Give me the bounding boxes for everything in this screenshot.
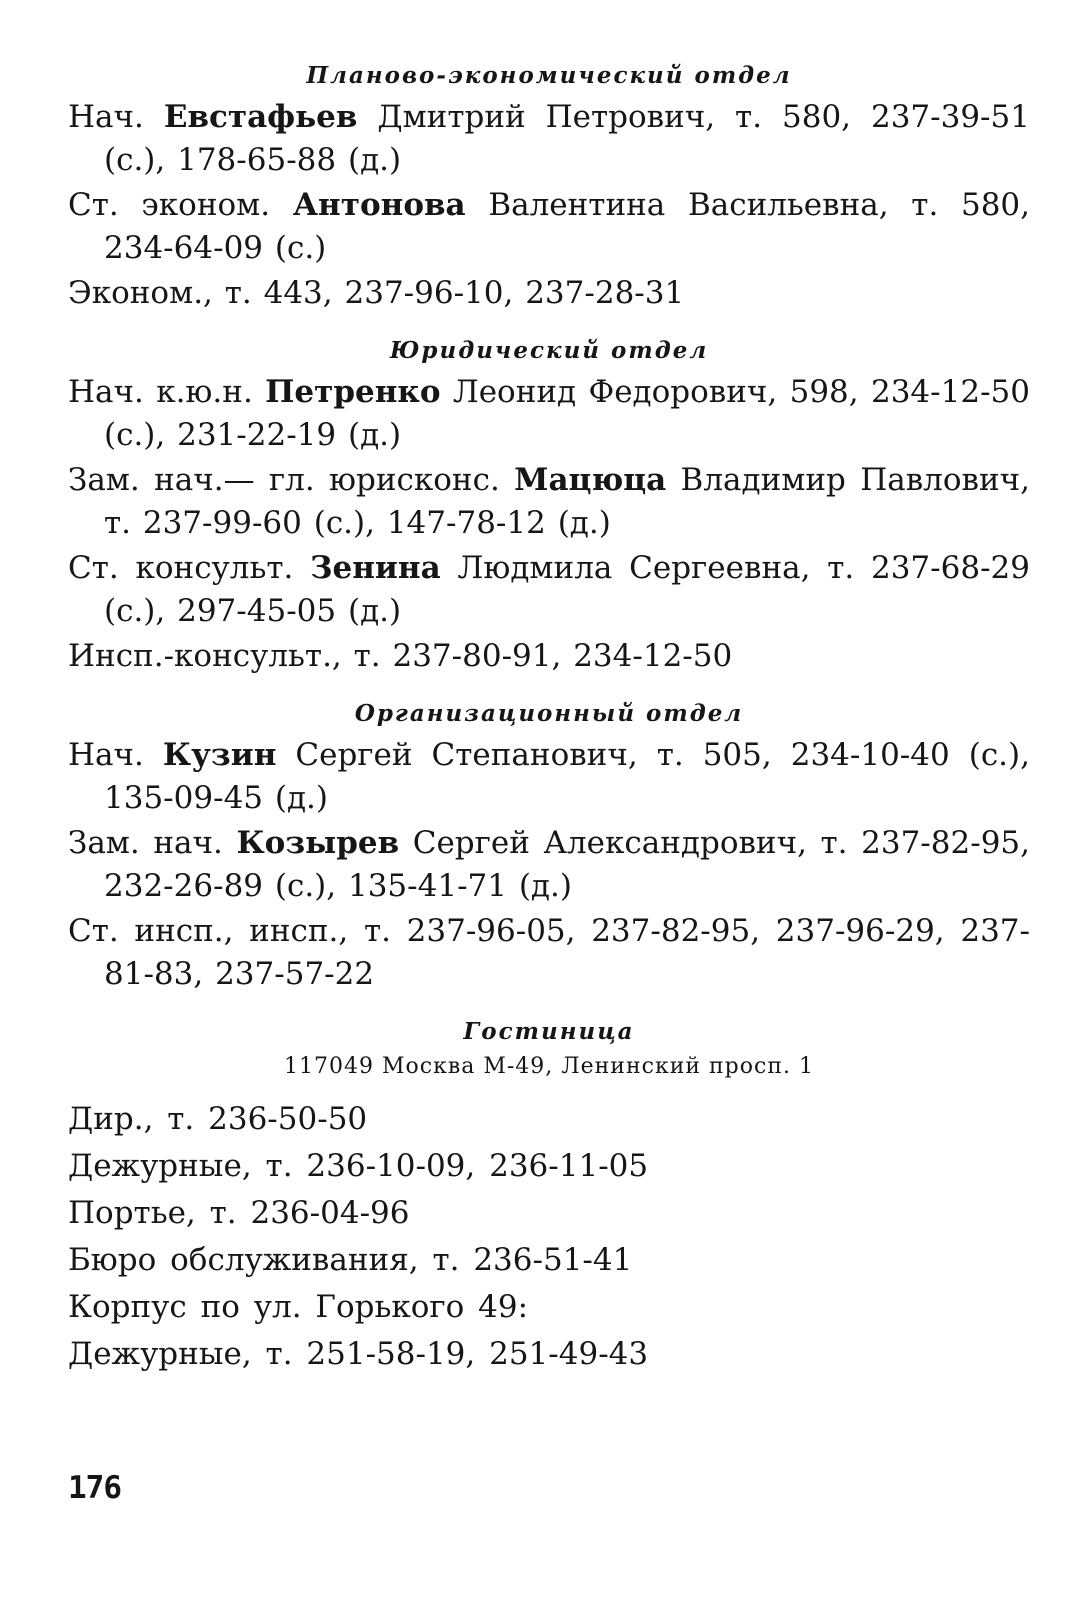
entry-details: Сергей Степанович, т. 505, 234-10-40 (с.), 135-09-45 (д.) [104, 737, 1030, 816]
entry-prefix: Нач. [68, 737, 163, 773]
entry-prefix: Инсп.-консульт., т. 237-80-91, 234-12-50 [68, 638, 733, 674]
hotel-line: Портье, т. 236-04-96 [68, 1195, 410, 1231]
hotel-line: Дежурные, т. 251-58-19, 251-49-43 [68, 1336, 649, 1372]
entry-prefix: Ст. инсп., инсп., т. 237-96-05, 237-82-95, 237-96-29, 237-81-83, 237-57-22 [68, 913, 1030, 992]
section-hotel [68, 1012, 1030, 1378]
directory-entry [68, 910, 1030, 996]
directory-entry [68, 371, 1030, 457]
entry-prefix: Зам. нач. [68, 825, 237, 861]
entry-prefix: Ст. консульт. [68, 550, 311, 586]
directory-page [68, 56, 1030, 1378]
entry-details: Людмила Сергеевна, т. 237-68-29 (с.), 297-45-05 (д.) [104, 550, 1030, 629]
directory-entry [68, 96, 1030, 182]
section-gap [68, 317, 1030, 331]
section-organizational [68, 694, 1030, 996]
section-gap [68, 998, 1030, 1012]
hotel-line: Бюро обслуживания, т. 236-51-41 [68, 1242, 633, 1278]
entry-surname: Евстафьев [163, 99, 358, 135]
section-planning-economic [68, 56, 1030, 315]
entry-details: Сергей Александрович, т. 237-82-95, 232-26-89 (с.), 135-41-71 (д.) [104, 825, 1030, 904]
hotel-line: Дежурные, т. 236-10-09, 236-11-05 [68, 1148, 649, 1184]
entry-prefix: Ст. эконом. [68, 187, 293, 223]
directory-entry [68, 822, 1030, 908]
entry-prefix: Нач. [68, 99, 164, 135]
directory-entry [68, 184, 1030, 270]
section-legal [68, 331, 1030, 678]
section-gap [68, 680, 1030, 694]
entry-prefix: Нач. к.ю.н. [68, 374, 266, 410]
entry-details: Валентина Васильевна, т. 580, 234-64-09 (с.) [104, 187, 1031, 266]
section-title: Организационный отдел [354, 700, 744, 727]
directory-entry [68, 734, 1030, 820]
entry-surname: Антонова [292, 187, 466, 223]
page-number: 176 [68, 1470, 121, 1506]
entry-surname: Зенина [310, 550, 441, 586]
section-title: Юридический отдел [389, 337, 709, 364]
section-title: Гостиница [463, 1018, 635, 1045]
entry-surname: Кузин [162, 737, 277, 773]
entry-details: Леонид Федорович, 598, 234-12-50 (с.), 231-22-19 (д.) [104, 374, 1030, 453]
entry-surname: Мацюца [514, 462, 667, 498]
directory-entry [68, 459, 1030, 545]
entry-prefix: Зам. нач.— гл. юрисконс. [68, 462, 515, 498]
hotel-address: 117049 Москва М-49, Ленинский просп. 1 [284, 1054, 814, 1079]
hotel-line: Корпус по ул. Горького 49: [68, 1289, 529, 1325]
entry-surname: Козырев [236, 825, 400, 861]
directory-entry [68, 547, 1030, 633]
entry-surname: Петренко [265, 374, 441, 410]
directory-entry [68, 272, 1030, 315]
hotel-line: Дир., т. 236-50-50 [68, 1101, 368, 1137]
directory-entry [68, 635, 1030, 678]
entry-details: Дмитрий Петрович, т. 580, 237-39-51 (с.), 178-65-88 (д.) [104, 99, 1030, 178]
entry-prefix: Эконом., т. 443, 237-96-10, 237-28-31 [68, 275, 685, 311]
section-title: Планово-экономический отдел [306, 62, 792, 89]
entry-details: Владимир Павлович, т. 237-99-60 (с.), 147-78-12 (д.) [104, 462, 1031, 541]
